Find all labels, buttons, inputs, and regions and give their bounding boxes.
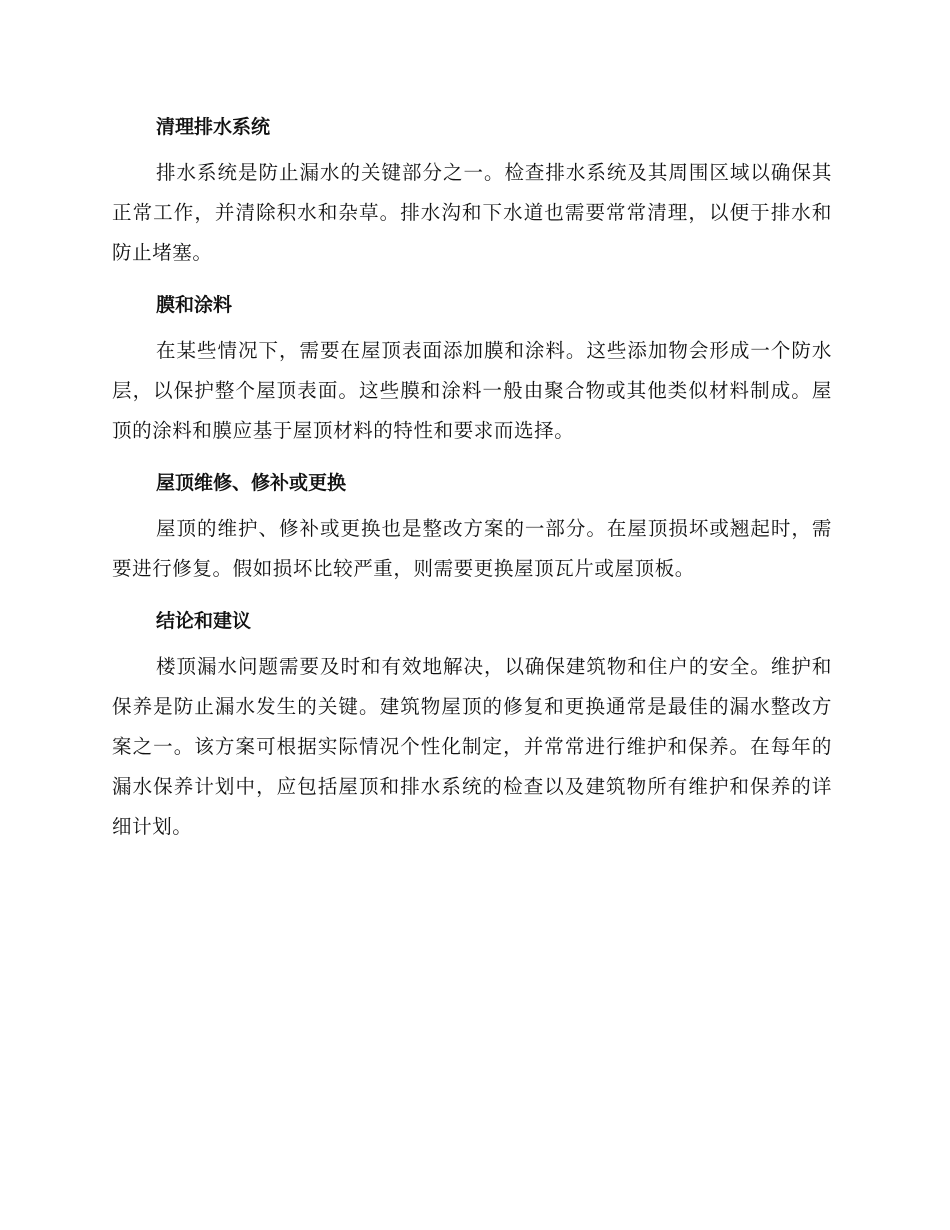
section-heading-drainage: 清理排水系统	[156, 116, 271, 138]
section-heading-membrane: 膜和涂料	[156, 294, 233, 316]
section-heading-conclusion: 结论和建议	[156, 610, 252, 632]
section-body-drainage: 排水系统是防止漏水的关键部分之一。检查排水系统及其周围区域以确保其正常工作，并清除积水和杂草。排水沟和下水道也需要常常清理，以便于排水和防止堵塞。	[112, 161, 832, 264]
section-heading-roof-repair: 屋顶维修、修补或更换	[156, 472, 347, 494]
section-body-roof-repair: 屋顶的维护、修补或更换也是整改方案的一部分。在屋顶损坏或翘起时，需要进行修复。假如损坏比较严重，则需要更换屋顶瓦片或屋顶板。	[112, 517, 832, 580]
document-content	[112, 110, 832, 862]
section-body-membrane: 在某些情况下，需要在屋顶表面添加膜和涂料。这些添加物会形成一个防水层，以保护整个屋顶表面。这些膜和涂料一般由聚合物或其他类似材料制成。屋顶的涂料和膜应基于屋顶材料的特性和要求而选择。	[112, 339, 832, 442]
section-body-conclusion: 楼顶漏水问题需要及时和有效地解决，以确保建筑物和住户的安全。维护和保养是防止漏水发生的关键。建筑物屋顶的修复和更换通常是最佳的漏水整改方案之一。该方案可根据实际情况个性化制定，并常常进行维护和保养。在每年的漏水保养计划中，应包括屋顶和排水系统的检查以及建筑物所有维护和保养的详细计划。	[112, 655, 832, 838]
